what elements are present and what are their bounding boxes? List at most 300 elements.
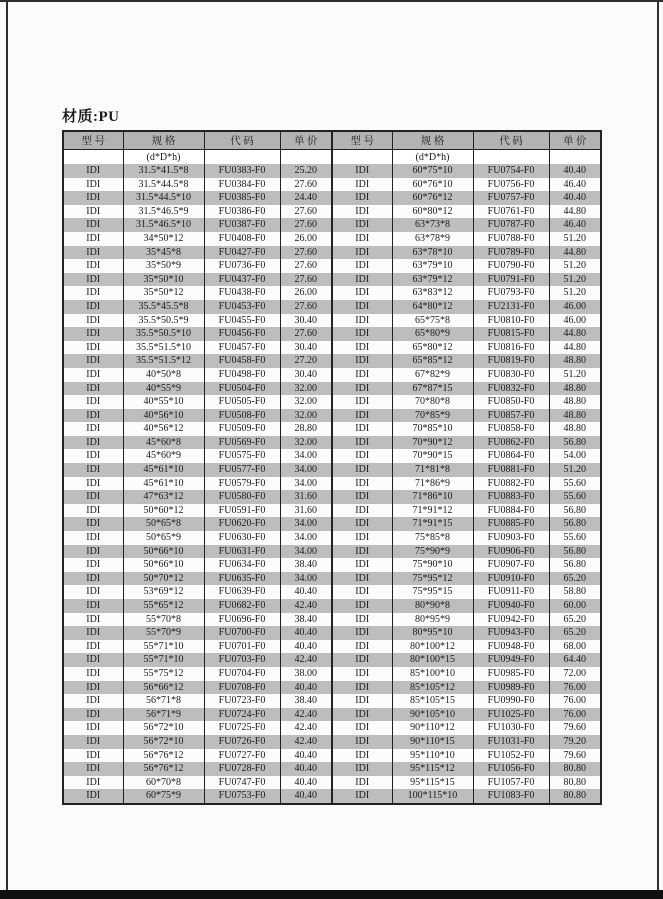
model-cell: IDI [332, 735, 392, 749]
price-cell: 46.40 [549, 178, 601, 192]
price-cell: 79.60 [549, 749, 601, 763]
code-cell: FU0903-F0 [473, 531, 549, 545]
table-row [63, 232, 601, 246]
price-cell: 32.00 [280, 395, 332, 409]
code-cell: FU0384-F0 [204, 178, 280, 192]
code-cell: FU0885-F0 [473, 517, 549, 531]
price-cell: 40.40 [549, 164, 601, 178]
spec-cell: 31.5*41.5*8 [123, 164, 204, 178]
model-cell: IDI [63, 585, 123, 599]
model-cell: IDI [63, 735, 123, 749]
model-cell: IDI [63, 395, 123, 409]
spec-cell: 56*71*9 [123, 708, 204, 722]
price-cell: 42.40 [280, 735, 332, 749]
model-cell: IDI [63, 694, 123, 708]
price-table-body [63, 164, 601, 804]
code-cell: FU0703-F0 [204, 653, 280, 667]
price-cell: 56.80 [549, 558, 601, 572]
price-cell: 34.00 [280, 477, 332, 491]
spec-cell: 35.5*50.5*9 [123, 314, 204, 328]
price-cell: 42.40 [280, 721, 332, 735]
model-cell: IDI [63, 653, 123, 667]
model-cell: IDI [63, 341, 123, 355]
spec-cell: 63*79*10 [392, 259, 473, 273]
spec-cell: 50*66*10 [123, 558, 204, 572]
model-cell: IDI [63, 246, 123, 260]
spec-cell: 63*73*8 [392, 218, 473, 232]
price-cell: 32.00 [280, 409, 332, 423]
code-cell: FU0816-F0 [473, 341, 549, 355]
model-cell: IDI [63, 164, 123, 178]
subheader-blank [280, 150, 332, 165]
code-cell: FU0747-F0 [204, 776, 280, 790]
spec-cell: 90*105*10 [392, 708, 473, 722]
table-row [63, 422, 601, 436]
spec-cell: 50*65*8 [123, 517, 204, 531]
code-cell: FU0387-F0 [204, 218, 280, 232]
code-cell: FU0682-F0 [204, 599, 280, 613]
price-cell: 32.00 [280, 382, 332, 396]
code-cell: FU0911-F0 [473, 585, 549, 599]
code-cell: FU0726-F0 [204, 735, 280, 749]
price-cell: 68.00 [549, 640, 601, 654]
model-cell: IDI [63, 218, 123, 232]
spec-cell: 60*76*12 [392, 191, 473, 205]
code-cell: FU0790-F0 [473, 259, 549, 273]
price-cell: 80.80 [549, 789, 601, 804]
spec-cell: 35.5*45.5*8 [123, 300, 204, 314]
spec-cell: 65*75*8 [392, 314, 473, 328]
spec-cell: 56*76*12 [123, 749, 204, 763]
code-cell: FU0408-F0 [204, 232, 280, 246]
code-cell: FU0949-F0 [473, 653, 549, 667]
model-cell: IDI [332, 477, 392, 491]
model-cell: IDI [332, 395, 392, 409]
model-cell: IDI [332, 721, 392, 735]
subheader-row [63, 150, 601, 165]
price-cell: 26.00 [280, 232, 332, 246]
model-cell: IDI [63, 463, 123, 477]
spec-cell: 31.5*44.5*10 [123, 191, 204, 205]
table-row [63, 477, 601, 491]
spec-cell: 35.5*51.5*12 [123, 354, 204, 368]
model-cell: IDI [332, 572, 392, 586]
spec-cell: 63*78*9 [392, 232, 473, 246]
subheader-blank [63, 150, 123, 165]
table-row [63, 789, 601, 804]
spec-cell: 53*69*12 [123, 585, 204, 599]
model-cell: IDI [63, 667, 123, 681]
model-cell: IDI [63, 749, 123, 763]
price-cell: 44.80 [549, 327, 601, 341]
code-cell: FU0569-F0 [204, 436, 280, 450]
price-cell: 51.20 [549, 259, 601, 273]
model-cell: IDI [63, 436, 123, 450]
price-cell: 79.20 [549, 735, 601, 749]
model-cell: IDI [332, 504, 392, 518]
spec-cell: 55*75*12 [123, 667, 204, 681]
spec-cell: 100*115*10 [392, 789, 473, 804]
subheader-blank [204, 150, 280, 165]
spec-cell: 85*105*15 [392, 694, 473, 708]
model-cell: IDI [63, 490, 123, 504]
model-cell: IDI [332, 490, 392, 504]
scan-edge-right [657, 0, 659, 899]
price-cell: 34.00 [280, 572, 332, 586]
code-cell: FU0882-F0 [473, 477, 549, 491]
spec-cell: 67*87*15 [392, 382, 473, 396]
code-cell: FU0708-F0 [204, 681, 280, 695]
price-cell: 55.60 [549, 490, 601, 504]
model-cell: IDI [332, 694, 392, 708]
spec-cell: 56*76*12 [123, 762, 204, 776]
spec-cell: 95*115*15 [392, 776, 473, 790]
price-cell: 32.00 [280, 436, 332, 450]
table-row [63, 545, 601, 559]
price-cell: 30.40 [280, 368, 332, 382]
spec-cell: 63*78*10 [392, 246, 473, 260]
code-cell: FU1052-F0 [473, 749, 549, 763]
model-cell: IDI [63, 545, 123, 559]
model-cell: IDI [332, 422, 392, 436]
code-cell: FU1025-F0 [473, 708, 549, 722]
table-row [63, 749, 601, 763]
model-cell: IDI [63, 205, 123, 219]
code-cell: FU0881-F0 [473, 463, 549, 477]
column-header-left-0: 型 号 [63, 131, 123, 150]
price-cell: 24.40 [280, 191, 332, 205]
price-cell: 58.80 [549, 585, 601, 599]
spec-cell: 70*85*10 [392, 422, 473, 436]
code-cell: FU0815-F0 [473, 327, 549, 341]
code-cell: FU0989-F0 [473, 681, 549, 695]
spec-cell: 50*66*10 [123, 545, 204, 559]
code-cell: FU0724-F0 [204, 708, 280, 722]
code-cell: FU0753-F0 [204, 789, 280, 804]
price-cell: 26.00 [280, 286, 332, 300]
code-cell: FU0580-F0 [204, 490, 280, 504]
code-cell: FU1056-F0 [473, 762, 549, 776]
code-cell: FU0696-F0 [204, 613, 280, 627]
price-cell: 40.40 [549, 191, 601, 205]
table-row [63, 517, 601, 531]
code-cell: FU0862-F0 [473, 436, 549, 450]
spec-cell: 45*60*9 [123, 449, 204, 463]
spec-cell: 40*56*12 [123, 422, 204, 436]
table-row [63, 259, 601, 273]
spec-cell: 40*55*10 [123, 395, 204, 409]
code-cell: FU0830-F0 [473, 368, 549, 382]
model-cell: IDI [332, 776, 392, 790]
table-row [63, 327, 601, 341]
spec-cell: 90*110*15 [392, 735, 473, 749]
code-cell: FU0701-F0 [204, 640, 280, 654]
spec-cell: 31.5*46.5*9 [123, 205, 204, 219]
spec-cell: 85*105*12 [392, 681, 473, 695]
price-cell: 56.80 [549, 504, 601, 518]
table-row [63, 395, 601, 409]
code-cell: FU0789-F0 [473, 246, 549, 260]
spec-cell: 60*75*10 [392, 164, 473, 178]
table-row [63, 572, 601, 586]
code-cell: FU0631-F0 [204, 545, 280, 559]
model-cell: IDI [63, 477, 123, 491]
price-cell: 76.00 [549, 694, 601, 708]
spec-cell: 35*50*9 [123, 259, 204, 273]
code-cell: FU0577-F0 [204, 463, 280, 477]
spec-cell: 35*50*10 [123, 273, 204, 287]
code-cell: FU0819-F0 [473, 354, 549, 368]
table-row [63, 558, 601, 572]
model-cell: IDI [63, 422, 123, 436]
spec-subheader-left: (d*D*h) [123, 150, 204, 165]
table-row [63, 409, 601, 423]
price-cell: 40.40 [280, 762, 332, 776]
spec-cell: 75*90*10 [392, 558, 473, 572]
table-row [63, 436, 601, 450]
price-cell: 48.80 [549, 354, 601, 368]
model-cell: IDI [332, 545, 392, 559]
spec-cell: 50*60*12 [123, 504, 204, 518]
price-cell: 48.80 [549, 395, 601, 409]
price-cell: 30.40 [280, 341, 332, 355]
model-cell: IDI [332, 286, 392, 300]
subheader-blank [473, 150, 549, 165]
spec-cell: 60*70*8 [123, 776, 204, 790]
spec-cell: 80*95*10 [392, 626, 473, 640]
table-row [63, 191, 601, 205]
code-cell: FU0754-F0 [473, 164, 549, 178]
column-header-left-2: 代 码 [204, 131, 280, 150]
column-header-right-2: 代 码 [473, 131, 549, 150]
code-cell: FU0504-F0 [204, 382, 280, 396]
code-cell: FU0787-F0 [473, 218, 549, 232]
code-cell: FU0810-F0 [473, 314, 549, 328]
model-cell: IDI [63, 327, 123, 341]
price-cell: 60.00 [549, 599, 601, 613]
model-cell: IDI [63, 762, 123, 776]
code-cell: FU0832-F0 [473, 382, 549, 396]
model-cell: IDI [332, 463, 392, 477]
table-row [63, 300, 601, 314]
price-cell: 38.40 [280, 558, 332, 572]
code-cell: FU0907-F0 [473, 558, 549, 572]
spec-cell: 55*65*12 [123, 599, 204, 613]
model-cell: IDI [63, 368, 123, 382]
model-cell: IDI [332, 789, 392, 804]
spec-cell: 80*95*9 [392, 613, 473, 627]
model-cell: IDI [63, 286, 123, 300]
table-row [63, 246, 601, 260]
code-cell: FU0990-F0 [473, 694, 549, 708]
table-row [63, 354, 601, 368]
price-cell: 48.80 [549, 382, 601, 396]
table-row [63, 708, 601, 722]
code-cell: FU0437-F0 [204, 273, 280, 287]
model-cell: IDI [332, 164, 392, 178]
spec-cell: 64*80*12 [392, 300, 473, 314]
price-cell: 40.40 [280, 776, 332, 790]
model-cell: IDI [332, 178, 392, 192]
spec-cell: 55*70*8 [123, 613, 204, 627]
price-cell: 27.60 [280, 246, 332, 260]
price-cell: 51.20 [549, 463, 601, 477]
model-cell: IDI [63, 789, 123, 804]
spec-cell: 60*75*9 [123, 789, 204, 804]
model-cell: IDI [332, 653, 392, 667]
table-row [63, 694, 601, 708]
price-table-head [63, 131, 601, 164]
model-cell: IDI [63, 449, 123, 463]
model-cell: IDI [332, 327, 392, 341]
price-cell: 46.00 [549, 300, 601, 314]
price-cell: 44.80 [549, 205, 601, 219]
price-cell: 27.60 [280, 205, 332, 219]
spec-cell: 45*60*8 [123, 436, 204, 450]
price-cell: 34.00 [280, 531, 332, 545]
code-cell: FU0385-F0 [204, 191, 280, 205]
price-cell: 46.00 [549, 314, 601, 328]
model-cell: IDI [63, 178, 123, 192]
table-row [63, 626, 601, 640]
table-row [63, 218, 601, 232]
price-cell: 31.60 [280, 504, 332, 518]
price-cell: 27.60 [280, 273, 332, 287]
price-cell: 80.80 [549, 776, 601, 790]
model-cell: IDI [332, 259, 392, 273]
model-cell: IDI [63, 531, 123, 545]
price-table [62, 130, 602, 805]
spec-cell: 35*45*8 [123, 246, 204, 260]
model-cell: IDI [63, 517, 123, 531]
spec-cell: 75*85*8 [392, 531, 473, 545]
price-cell: 72.00 [549, 667, 601, 681]
price-cell: 25.20 [280, 164, 332, 178]
table-row [63, 762, 601, 776]
model-cell: IDI [332, 368, 392, 382]
code-cell: FU0575-F0 [204, 449, 280, 463]
price-cell: 48.80 [549, 409, 601, 423]
code-cell: FU0850-F0 [473, 395, 549, 409]
model-cell: IDI [63, 558, 123, 572]
code-cell: FU0940-F0 [473, 599, 549, 613]
header-row [63, 131, 601, 150]
price-cell: 80.80 [549, 762, 601, 776]
code-cell: FU0793-F0 [473, 286, 549, 300]
price-cell: 79.60 [549, 721, 601, 735]
subheader-blank [549, 150, 601, 165]
price-cell: 34.00 [280, 545, 332, 559]
price-cell: 51.20 [549, 232, 601, 246]
spec-cell: 56*72*10 [123, 721, 204, 735]
spec-cell: 70*80*8 [392, 395, 473, 409]
spec-cell: 55*71*10 [123, 653, 204, 667]
code-cell: FU0883-F0 [473, 490, 549, 504]
price-cell: 27.60 [280, 218, 332, 232]
spec-cell: 60*76*10 [392, 178, 473, 192]
code-cell: FU0943-F0 [473, 626, 549, 640]
code-cell: FU0725-F0 [204, 721, 280, 735]
model-cell: IDI [332, 191, 392, 205]
price-cell: 48.80 [549, 422, 601, 436]
code-cell: FU0727-F0 [204, 749, 280, 763]
spec-cell: 40*55*9 [123, 382, 204, 396]
model-cell: IDI [332, 531, 392, 545]
model-cell: IDI [63, 409, 123, 423]
model-cell: IDI [63, 681, 123, 695]
price-cell: 51.20 [549, 273, 601, 287]
spec-cell: 50*70*12 [123, 572, 204, 586]
table-row [63, 178, 601, 192]
table-row [63, 314, 601, 328]
table-row [63, 681, 601, 695]
column-header-right-0: 型 号 [332, 131, 392, 150]
code-cell: FU0591-F0 [204, 504, 280, 518]
model-cell: IDI [332, 314, 392, 328]
code-cell: FU1030-F0 [473, 721, 549, 735]
spec-cell: 80*100*15 [392, 653, 473, 667]
spec-cell: 71*81*8 [392, 463, 473, 477]
price-cell: 56.80 [549, 545, 601, 559]
model-cell: IDI [63, 721, 123, 735]
spec-cell: 56*72*10 [123, 735, 204, 749]
code-cell: FU0736-F0 [204, 259, 280, 273]
code-cell: FU0788-F0 [473, 232, 549, 246]
code-cell: FU0985-F0 [473, 667, 549, 681]
model-cell: IDI [332, 640, 392, 654]
spec-cell: 70*90*15 [392, 449, 473, 463]
spec-cell: 95*115*12 [392, 762, 473, 776]
spec-cell: 63*83*12 [392, 286, 473, 300]
price-cell: 27.60 [280, 178, 332, 192]
material-title: 材质:PU [62, 109, 120, 125]
price-cell: 34.00 [280, 449, 332, 463]
table-row [63, 776, 601, 790]
table-row [63, 613, 601, 627]
table-row [63, 273, 601, 287]
spec-cell: 34*50*12 [123, 232, 204, 246]
spec-cell: 45*61*10 [123, 463, 204, 477]
code-cell: FU1057-F0 [473, 776, 549, 790]
table-row [63, 164, 601, 178]
spec-cell: 75*95*15 [392, 585, 473, 599]
price-cell: 27.60 [280, 259, 332, 273]
code-cell: FU0509-F0 [204, 422, 280, 436]
model-cell: IDI [332, 436, 392, 450]
model-cell: IDI [63, 599, 123, 613]
model-cell: IDI [63, 708, 123, 722]
model-cell: IDI [332, 517, 392, 531]
price-cell: 34.00 [280, 463, 332, 477]
column-header-left-1: 规 格 [123, 131, 204, 150]
code-cell: FU0383-F0 [204, 164, 280, 178]
code-cell: FU0700-F0 [204, 626, 280, 640]
price-cell: 56.80 [549, 436, 601, 450]
spec-cell: 71*86*9 [392, 477, 473, 491]
price-cell: 27.60 [280, 300, 332, 314]
model-cell: IDI [63, 259, 123, 273]
code-cell: FU0942-F0 [473, 613, 549, 627]
code-cell: FU1083-F0 [473, 789, 549, 804]
price-cell: 44.80 [549, 246, 601, 260]
code-cell: FU0455-F0 [204, 314, 280, 328]
model-cell: IDI [63, 314, 123, 328]
model-cell: IDI [332, 232, 392, 246]
spec-cell: 55*71*10 [123, 640, 204, 654]
table-row [63, 599, 601, 613]
table-row [63, 653, 601, 667]
price-cell: 28.80 [280, 422, 332, 436]
